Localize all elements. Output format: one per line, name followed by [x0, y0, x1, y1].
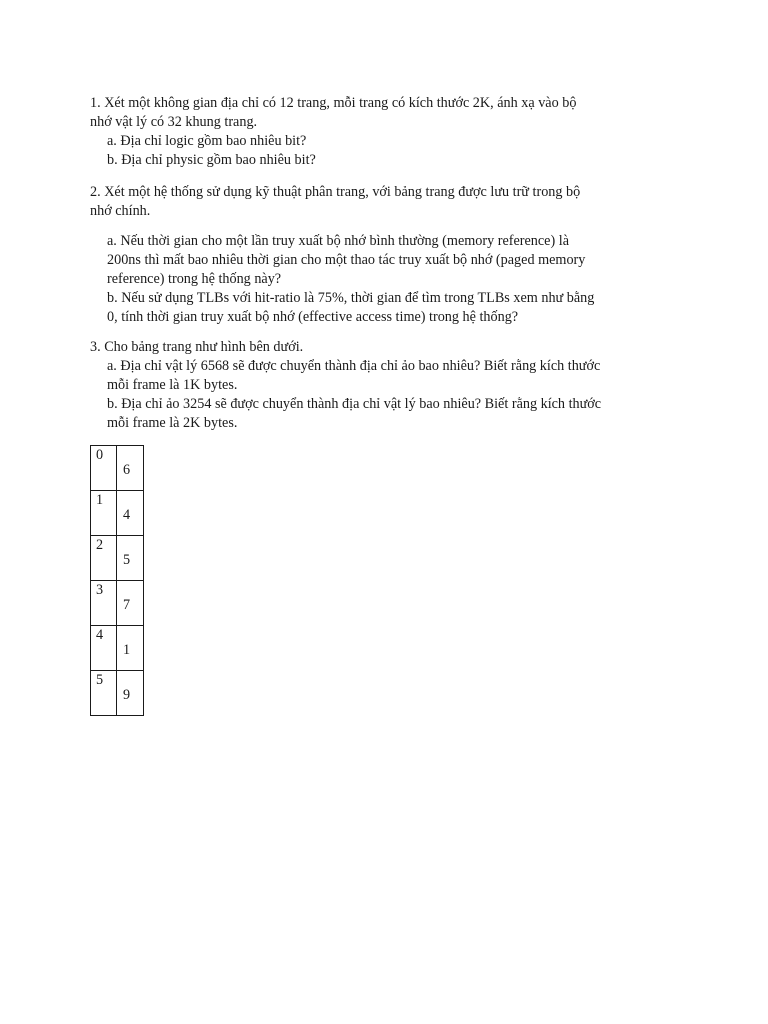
question-2-answer-line: a. Nếu thời gian cho một lần truy xuất bộ nhớ bình thường (memory reference) là: [107, 233, 569, 249]
question-2: [90, 183, 690, 221]
page-table: [90, 445, 144, 716]
page-number-cell: [91, 626, 117, 671]
frame-number: 5: [123, 552, 131, 568]
question-1-line-1: 1. Xét một không gian địa chỉ có 12 trang, mỗi trang có kích thước 2K, ánh xạ vào bộ: [90, 95, 577, 111]
question-2-line-1: 2. Xét một hệ thống sử dụng kỹ thuật phân trang, với bảng trang được lưu trữ trong bộ: [90, 184, 581, 200]
question-1-part-a: a. Địa chỉ logic gồm bao nhiêu bit?: [107, 133, 307, 149]
page-number-cell: [91, 446, 117, 491]
page-number: 1: [96, 492, 104, 508]
frame-number-cell: [117, 626, 144, 671]
question-2-answer-line: b. Nếu sử dụng TLBs với hit-ratio là 75%, thời gian để tìm trong TLBs xem như bằng: [107, 290, 595, 306]
page-number: 5: [96, 672, 104, 688]
question-2-line-2: nhớ chính.: [90, 203, 151, 219]
question-2-answer-line: 200ns thì mất bao nhiêu thời gian cho một thao tác truy xuất bộ nhớ (paged memory: [107, 252, 586, 268]
page-table-row: [91, 626, 144, 671]
page-number: 4: [96, 627, 104, 643]
frame-number-cell: [117, 491, 144, 536]
question-3-line: b. Địa chỉ ảo 3254 sẽ được chuyển thành địa chỉ vật lý bao nhiêu? Biết rằng kích thước: [107, 396, 602, 412]
question-2-answers: [90, 232, 707, 327]
page-table-row: [91, 581, 144, 626]
frame-number: 6: [123, 462, 131, 478]
question-2-answer-line: reference) trong hệ thống này?: [107, 271, 282, 287]
question-1: [90, 94, 690, 170]
question-2-answer-line: 0, tính thời gian truy xuất bộ nhớ (effective access time) trong hệ thống?: [107, 309, 519, 325]
page-number: 3: [96, 582, 104, 598]
question-1-part-b: b. Địa chỉ physic gồm bao nhiêu bit?: [107, 152, 316, 168]
page-table-row: [91, 446, 144, 491]
page-table-row: [91, 536, 144, 581]
frame-number: 1: [123, 642, 131, 658]
page-number-cell: [91, 536, 117, 581]
frame-number: 4: [123, 507, 131, 523]
frame-number: 7: [123, 597, 131, 613]
page-number: 2: [96, 537, 104, 553]
page-number-cell: [91, 491, 117, 536]
page-table-row: [91, 671, 144, 716]
page-table-row: [91, 491, 144, 536]
question-3-line: mỗi frame là 1K bytes.: [107, 377, 238, 393]
frame-number-cell: [117, 446, 144, 491]
page-number: 0: [96, 447, 104, 463]
question-3-title: 3. Cho bảng trang như hình bên dưới.: [90, 339, 304, 355]
page-number-cell: [91, 671, 117, 716]
frame-number: 9: [123, 687, 131, 703]
frame-number-cell: [117, 536, 144, 581]
page-number-cell: [91, 581, 117, 626]
frame-number-cell: [117, 581, 144, 626]
question-3-line: mỗi frame là 2K bytes.: [107, 415, 238, 431]
question-3: [90, 338, 690, 433]
question-1-line-2: nhớ vật lý có 32 khung trang.: [90, 114, 258, 130]
question-3-line: a. Địa chỉ vật lý 6568 sẽ được chuyển thành địa chỉ ảo bao nhiêu? Biết rằng kích thước: [107, 358, 601, 374]
frame-number-cell: [117, 671, 144, 716]
